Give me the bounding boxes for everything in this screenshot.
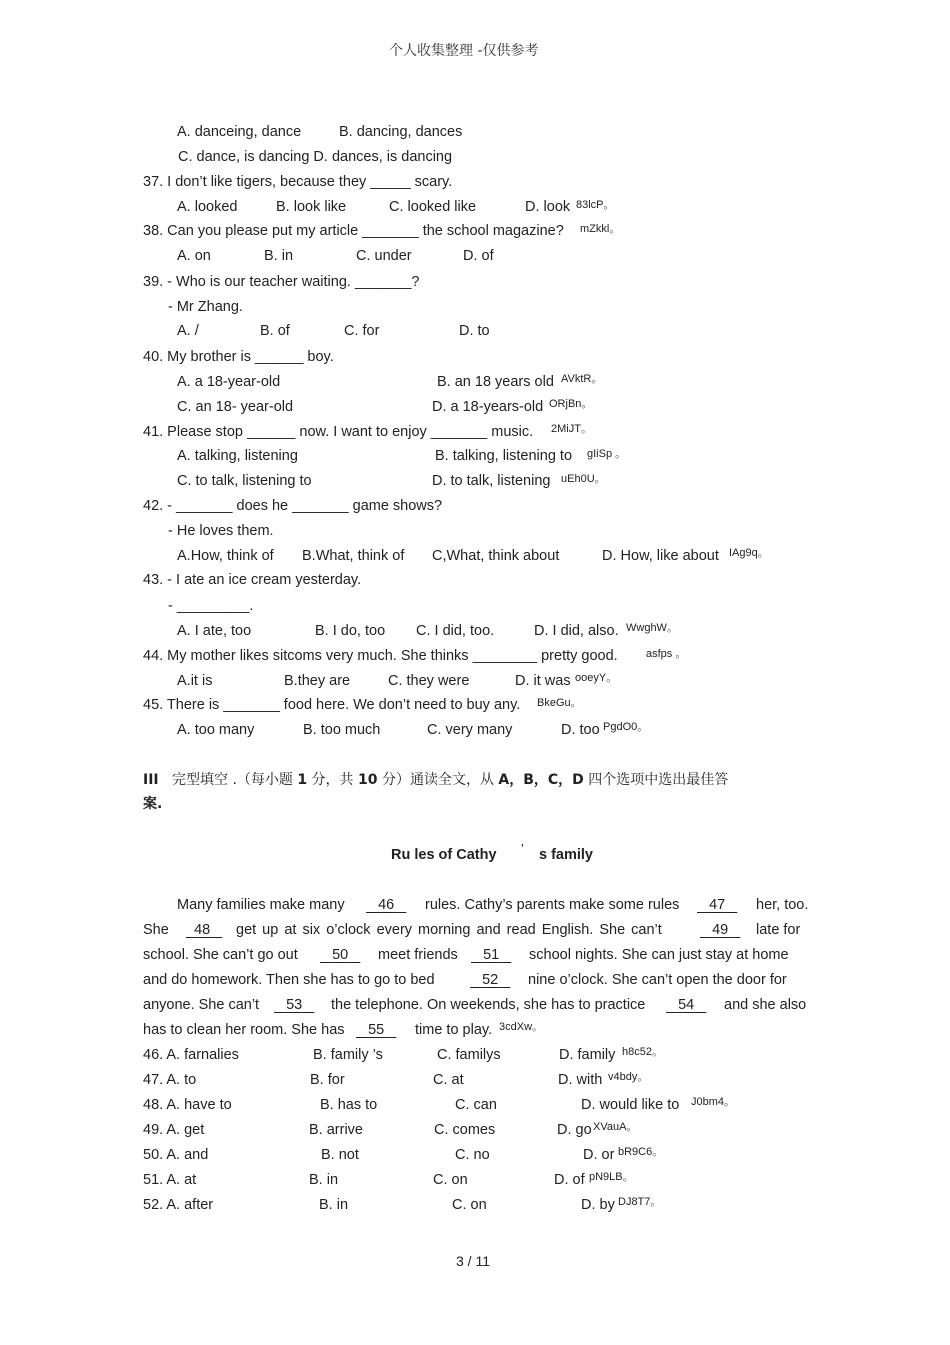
passage-text: school. She can’t go out (143, 947, 298, 963)
q44-option-c: C. they were (388, 673, 470, 689)
q49-option-d: D. go (557, 1122, 592, 1138)
passage-text: has to clean her room. She has (143, 1022, 345, 1038)
q37-question: 37. I don’t like tigers, because they _____ scary. (143, 174, 453, 190)
passage-text: She (143, 922, 169, 938)
q39-option-a: A. / (177, 323, 199, 339)
passage-text: anyone. She can’t (143, 997, 260, 1013)
code-mark: ORjBn。 (549, 398, 593, 410)
code-mark: bR9C6。 (618, 1146, 664, 1158)
passage-text: meet friends (378, 947, 458, 963)
code-mark: 83lcP。 (576, 199, 615, 211)
blank-52: 52 (482, 972, 499, 988)
code-mark: 3cdXw。 (499, 1021, 544, 1033)
q51-option-b: B. in (309, 1172, 339, 1188)
q45-option-b: B. too much (303, 722, 381, 738)
passage-title: Ru les of Cathy (391, 847, 497, 863)
q43-answer-line: - _________. (168, 598, 254, 614)
q43-option-c: C. I did, too. (416, 623, 495, 639)
q52-option-a: 52. A. after (143, 1197, 214, 1213)
passage-title-apostrophe: ’ (521, 841, 524, 856)
code-mark: asfps 。 (646, 648, 687, 660)
q48-option-d: D. would like to (581, 1097, 680, 1113)
q48-option-a: 48. A. have to (143, 1097, 232, 1113)
q47-option-d: D. with (558, 1072, 603, 1088)
q36-option-b: B. dancing, dances (339, 124, 463, 140)
q43-option-b: B. I do, too (315, 623, 386, 639)
code-mark: v4bdy。 (608, 1071, 649, 1083)
q45-option-d: D. too (561, 722, 600, 738)
q48-option-b: B. has to (320, 1097, 378, 1113)
code-mark: BkeGu。 (537, 697, 582, 709)
blank-55: 55 (368, 1022, 385, 1038)
q41-option-d: D. to talk, listening (432, 473, 551, 489)
q39-option-c: C. for (344, 323, 380, 339)
q40-option-c: C. an 18- year-old (177, 399, 294, 415)
q50-option-c: C. no (455, 1147, 490, 1163)
q39-question: 39. - Who is our teacher waiting. _______? (143, 274, 420, 290)
blank-50: 50 (332, 947, 349, 963)
page-number: 3 / 11 (456, 1253, 490, 1269)
q39-option-b: B. of (260, 323, 290, 339)
q44-option-a: A.it is (177, 673, 213, 689)
code-mark: 2MiJT。 (551, 423, 592, 435)
passage-title-end: s family (539, 847, 593, 863)
q44-option-d: D. it was (515, 673, 571, 689)
q40-option-a: A. a 18-year-old (177, 374, 281, 390)
q46-option-d: D. family (559, 1047, 616, 1063)
code-mark: DJ8T7。 (618, 1196, 662, 1208)
q43-question: 43. - I ate an ice cream yesterday. (143, 572, 362, 588)
q46-option-c: C. familys (437, 1047, 501, 1063)
q46-option-a: 46. A. farnalies (143, 1047, 239, 1063)
section-score: 1 (297, 772, 308, 788)
q42-answer-line: - He loves them. (168, 523, 274, 539)
passage-text: rules. Cathy’s parents make some rules (425, 897, 680, 913)
blank-51: 51 (483, 947, 500, 963)
q42-option-b: B.What, think of (302, 548, 405, 564)
code-mark: PgdO0。 (603, 721, 649, 733)
q38-question: 38. Can you please put my article _______ the school magazine? (143, 223, 564, 239)
code-mark: gIiSp 。 (587, 448, 627, 460)
q41-option-c: C. to talk, listening to (177, 473, 312, 489)
q39-answer-line: - Mr Zhang. (168, 299, 243, 315)
q40-option-d: D. a 18-years-old (432, 399, 544, 415)
q42-option-c: C,What, think about (432, 548, 560, 564)
code-mark: J0bm4。 (691, 1096, 736, 1108)
q49-option-a: 49. A. get (143, 1122, 205, 1138)
q41-option-b: B. talking, listening to (435, 448, 573, 464)
q52-option-c: C. on (452, 1197, 487, 1213)
passage-text: time to play. (415, 1022, 493, 1038)
q40-option-b: B. an 18 years old (437, 374, 554, 390)
code-mark: mZkkl。 (580, 223, 621, 235)
q36-option-cd: C. dance, is dancing D. dances, is dancing (178, 149, 453, 165)
q37-option-d: D. look (525, 199, 571, 215)
code-mark: pN9LB。 (589, 1171, 634, 1183)
passage-text: and she also (724, 997, 807, 1013)
section-heading (143, 771, 728, 789)
blank-47: 47 (709, 897, 726, 913)
passage-text: get up at six o’clock every morning and read English. She can’t (236, 922, 662, 938)
q44-question: 44. My mother likes sitcoms very much. She thinks ________ pretty good. (143, 648, 618, 664)
q37-option-c: C. looked like (389, 199, 477, 215)
q38-option-b: B. in (264, 248, 294, 264)
code-mark: XVauA。 (593, 1121, 638, 1133)
q52-option-b: B. in (319, 1197, 349, 1213)
passage-text: school nights. She can just stay at home (529, 947, 789, 963)
blank-54: 54 (678, 997, 695, 1013)
section-text-1: 完型填空 .（每小题 (172, 772, 298, 788)
q36-option-a: A. danceing, dance (177, 124, 302, 140)
q38-option-a: A. on (177, 248, 211, 264)
section-heading-cont: 案. (143, 796, 163, 812)
q39-option-d: D. to (459, 323, 490, 339)
passage-text: Many families make many (177, 897, 345, 913)
q43-option-d: D. I did, also. (534, 623, 619, 639)
q44-option-b: B.they are (284, 673, 351, 689)
q45-option-a: A. too many (177, 722, 255, 738)
q41-question: 41. Please stop ______ now. I want to enjoy _______ music. (143, 424, 534, 440)
section-options: A，B，C，D (498, 772, 584, 788)
code-mark: IAg9q。 (729, 547, 769, 559)
q42-option-d: D. How, like about (602, 548, 719, 564)
passage-text: nine o’clock. She can’t open the door for (528, 972, 787, 988)
q46-option-b: B. family ’s (313, 1047, 383, 1063)
q43-option-a: A. I ate, too (177, 623, 252, 639)
section-text-2: 分，共 (307, 772, 359, 788)
blank-46: 46 (378, 897, 395, 913)
q45-option-c: C. very many (427, 722, 513, 738)
q42-option-a: A.How, think of (177, 548, 274, 564)
passage-text: the telephone. On weekends, she has to practice (331, 997, 646, 1013)
q48-option-c: C. can (455, 1097, 497, 1113)
q52-option-d: D. by (581, 1197, 615, 1213)
q38-option-d: D. of (463, 248, 494, 264)
blank-53: 53 (286, 997, 303, 1013)
q41-option-a: A. talking, listening (177, 448, 298, 464)
q49-option-b: B. arrive (309, 1122, 363, 1138)
page-header: 个人收集整理 -仅供参考 (389, 43, 539, 59)
passage-text: late for (756, 922, 801, 938)
q50-option-a: 50. A. and (143, 1147, 209, 1163)
q51-option-c: C. on (433, 1172, 468, 1188)
q50-option-d: D. or (583, 1147, 615, 1163)
code-mark: uEh0U。 (561, 473, 606, 485)
q42-question: 42. - _______ does he _______ game shows? (143, 498, 443, 514)
q47-option-a: 47. A. to (143, 1072, 197, 1088)
q51-option-d: D. of (554, 1172, 585, 1188)
code-mark: ooeyY。 (575, 672, 618, 684)
passage-text: her, too. (756, 897, 809, 913)
q45-question: 45. There is _______ food here. We don’t need to buy any. (143, 697, 521, 713)
q47-option-b: B. for (310, 1072, 345, 1088)
section-text-4: 四个选项中选出最佳答 (583, 772, 729, 788)
code-mark: AVktR。 (561, 373, 603, 385)
code-mark: h8c52。 (622, 1046, 663, 1058)
blank-49: 49 (712, 922, 729, 938)
section-total: 10 (358, 772, 378, 788)
code-mark: WwghW。 (626, 622, 678, 634)
q38-option-c: C. under (356, 248, 412, 264)
passage-text: and do homework. Then she has to go to bed (143, 972, 435, 988)
q49-option-c: C. comes (434, 1122, 496, 1138)
section-text-3: 分）通读全文，从 (377, 772, 499, 788)
section-roman: III (143, 772, 159, 788)
blank-48: 48 (194, 922, 211, 938)
q37-option-a: A. looked (177, 199, 238, 215)
q50-option-b: B. not (321, 1147, 359, 1163)
q37-option-b: B. look like (276, 199, 347, 215)
q51-option-a: 51. A. at (143, 1172, 197, 1188)
q47-option-c: C. at (433, 1072, 464, 1088)
q40-question: 40. My brother is ______ boy. (143, 349, 334, 365)
